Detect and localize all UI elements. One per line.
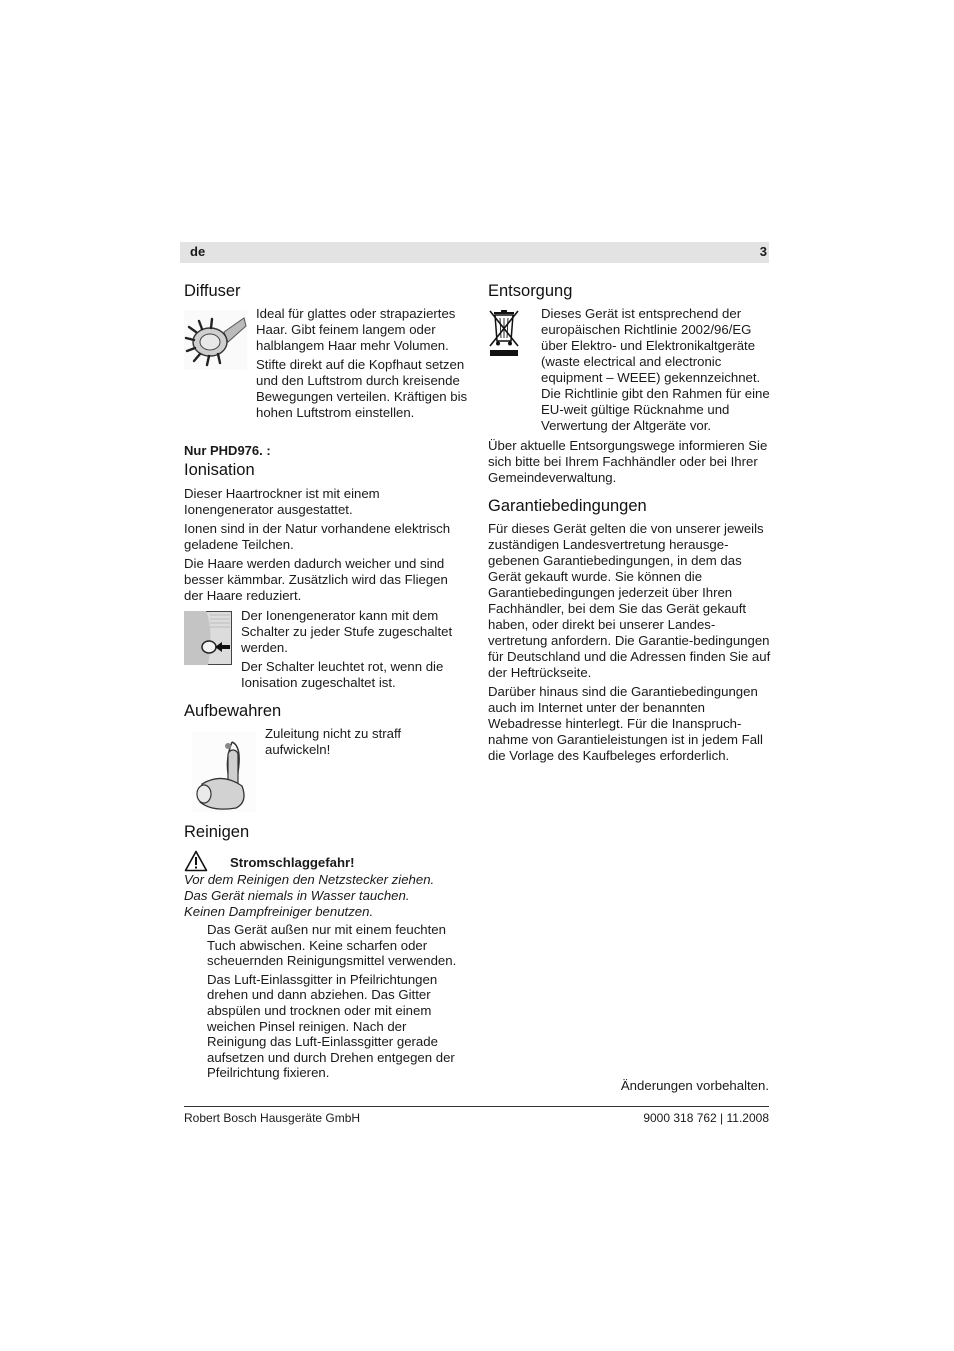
diffuser-image — [184, 310, 247, 370]
entsorgung-paragraph-2: Über aktuelle Entsorgungswege informieren Sie sich bitte bei Ihrem Fachhändler oder bei Ihrer Gemeindeverwaltung. — [488, 438, 768, 485]
ionisation-paragraph-1: Dieser Haartrockner ist mit einem Ionengenerator ausgestattet. — [184, 486, 380, 517]
warning-line-2: Das Gerät niemals in Wasser tauchen. — [184, 888, 410, 903]
ionisation-paragraph-2: Ionen sind in der Natur vorhandene elektrisch geladene Teilchen. — [184, 521, 451, 552]
garantie-heading: Garantiebedingungen — [488, 497, 647, 515]
warning-line-3: Keinen Dampfreiniger benutzen. — [184, 904, 374, 919]
garantie-text — [488, 521, 771, 767]
diffuser-paragraph-2: Stifte direkt auf die Kopfhaut setzen und den Luftstrom durch kreisende Bewegungen verteilen. Kräftigen bis hohen Luftstrom einstellen. — [256, 357, 468, 420]
reinigen-heading: Reinigen — [184, 823, 250, 841]
warning-icon — [184, 850, 208, 872]
entsorgung-info — [488, 438, 771, 489]
footer-divider — [184, 1106, 769, 1107]
garantie-paragraph-1: Für dieses Gerät gelten die von unserer jeweils zuständigen Landesvertretung herausge-gebenen Garantiebedingungen, in dem das Gerät gekauft wurde. Sie können die Garantiebedingungen jederzeit über Ihren Fachhändler, bei dem Sie das Gerät gekauft haben, oder direkt bei unserer Landes-vertretung anfordern. Die Garantie-bedingungen für Deutschland und die Adressen finden Sie auf der Heftrückseite. — [488, 521, 771, 680]
ionisation-heading: Ionisation — [184, 461, 255, 479]
changes-note: Änderungen vorbehalten. — [620, 1078, 769, 1093]
ionisation-text — [184, 486, 468, 607]
diffuser-paragraph-1: Ideal für glattes oder strapaziertes Haar. Gibt feinem langem oder halblangem Haar mehr Volumen. — [256, 306, 456, 353]
entsorgung-text — [541, 306, 771, 437]
ionisation-paragraph-4: Der Ionengenerator kann mit dem Schalter zu jeder Stufe zugeschaltet werden. — [241, 608, 453, 655]
footer-company: Robert Bosch Hausgeräte GmbH — [184, 1111, 361, 1125]
reinigen-paragraph-1: Das Gerät außen nur mit einem feuchten Tuch abwischen. Keine scharfen oder scheuernden Reinigungsmittel verwenden. — [207, 922, 457, 969]
ionisation-paragraph-5: Der Schalter leuchtet rot, wenn die Ionisation zugeschaltet ist. — [241, 659, 444, 690]
diffuser-heading: Diffuser — [184, 282, 241, 300]
reinigen-paragraph-2: Das Luft-Einlassgitter in Pfeilrichtungen drehen und dann abziehen. Das Gitter abspülen und trocknen oder mit einem weichen Pinsel reinigen. Nach der Reinigung das Luft-Einlassgitter gerade aufsetzen und durch Drehen entgegen der Pfeilrichtung fixieren. — [207, 971, 455, 1081]
footer-doc-id: 9000 318 762 | 11.2008 — [643, 1111, 769, 1125]
warning-text — [184, 872, 468, 920]
aufbewahren-paragraph-1: Zuleitung nicht zu straff aufwickeln! — [265, 726, 402, 757]
ion-switch-text — [241, 608, 468, 694]
model-note: Nur PHD976. : — [184, 443, 271, 458]
cleaning-instructions — [207, 922, 468, 1084]
ion-switch-image — [184, 611, 232, 665]
warning-line-1: Vor dem Reinigen den Netzstecker ziehen. — [184, 872, 435, 887]
garantie-paragraph-2: Darüber hinaus sind die Garantiebedingungen auch im Internet unter der benannten Webadresse hinterlegt. Für die Inanspruch-nahme von Garantieleistungen ist in jedem Fall die Vorlage des Kaufbeleges erforderlich. — [488, 684, 763, 763]
page-header — [180, 242, 769, 263]
page-number: 3 — [759, 244, 767, 259]
diffuser-text — [256, 306, 468, 424]
storage-text — [265, 726, 468, 761]
language-code: de — [190, 244, 206, 259]
storage-image — [192, 732, 256, 812]
ionisation-paragraph-3: Die Haare werden dadurch weicher und sind besser kämmbar. Zusätzlich wird das Fliegen der Haare reduziert. — [184, 556, 448, 603]
aufbewahren-heading: Aufbewahren — [184, 702, 282, 720]
entsorgung-paragraph-1: Dieses Gerät ist entsprechend der europäischen Richtlinie 2002/96/EG über Elektro- und Elektronikaltgeräte (waste electrical and electronic equipment – WEEE) gekennzeichnet. Die Richtlinie gibt den Rahmen für eine EU-weit gültige Rücknahme und Verwertung der Altgeräte vor. — [541, 306, 770, 433]
crossed-bin-icon — [488, 309, 520, 359]
warning-title: Stromschlaggefahr! — [230, 855, 355, 870]
entsorgung-heading: Entsorgung — [488, 282, 573, 300]
